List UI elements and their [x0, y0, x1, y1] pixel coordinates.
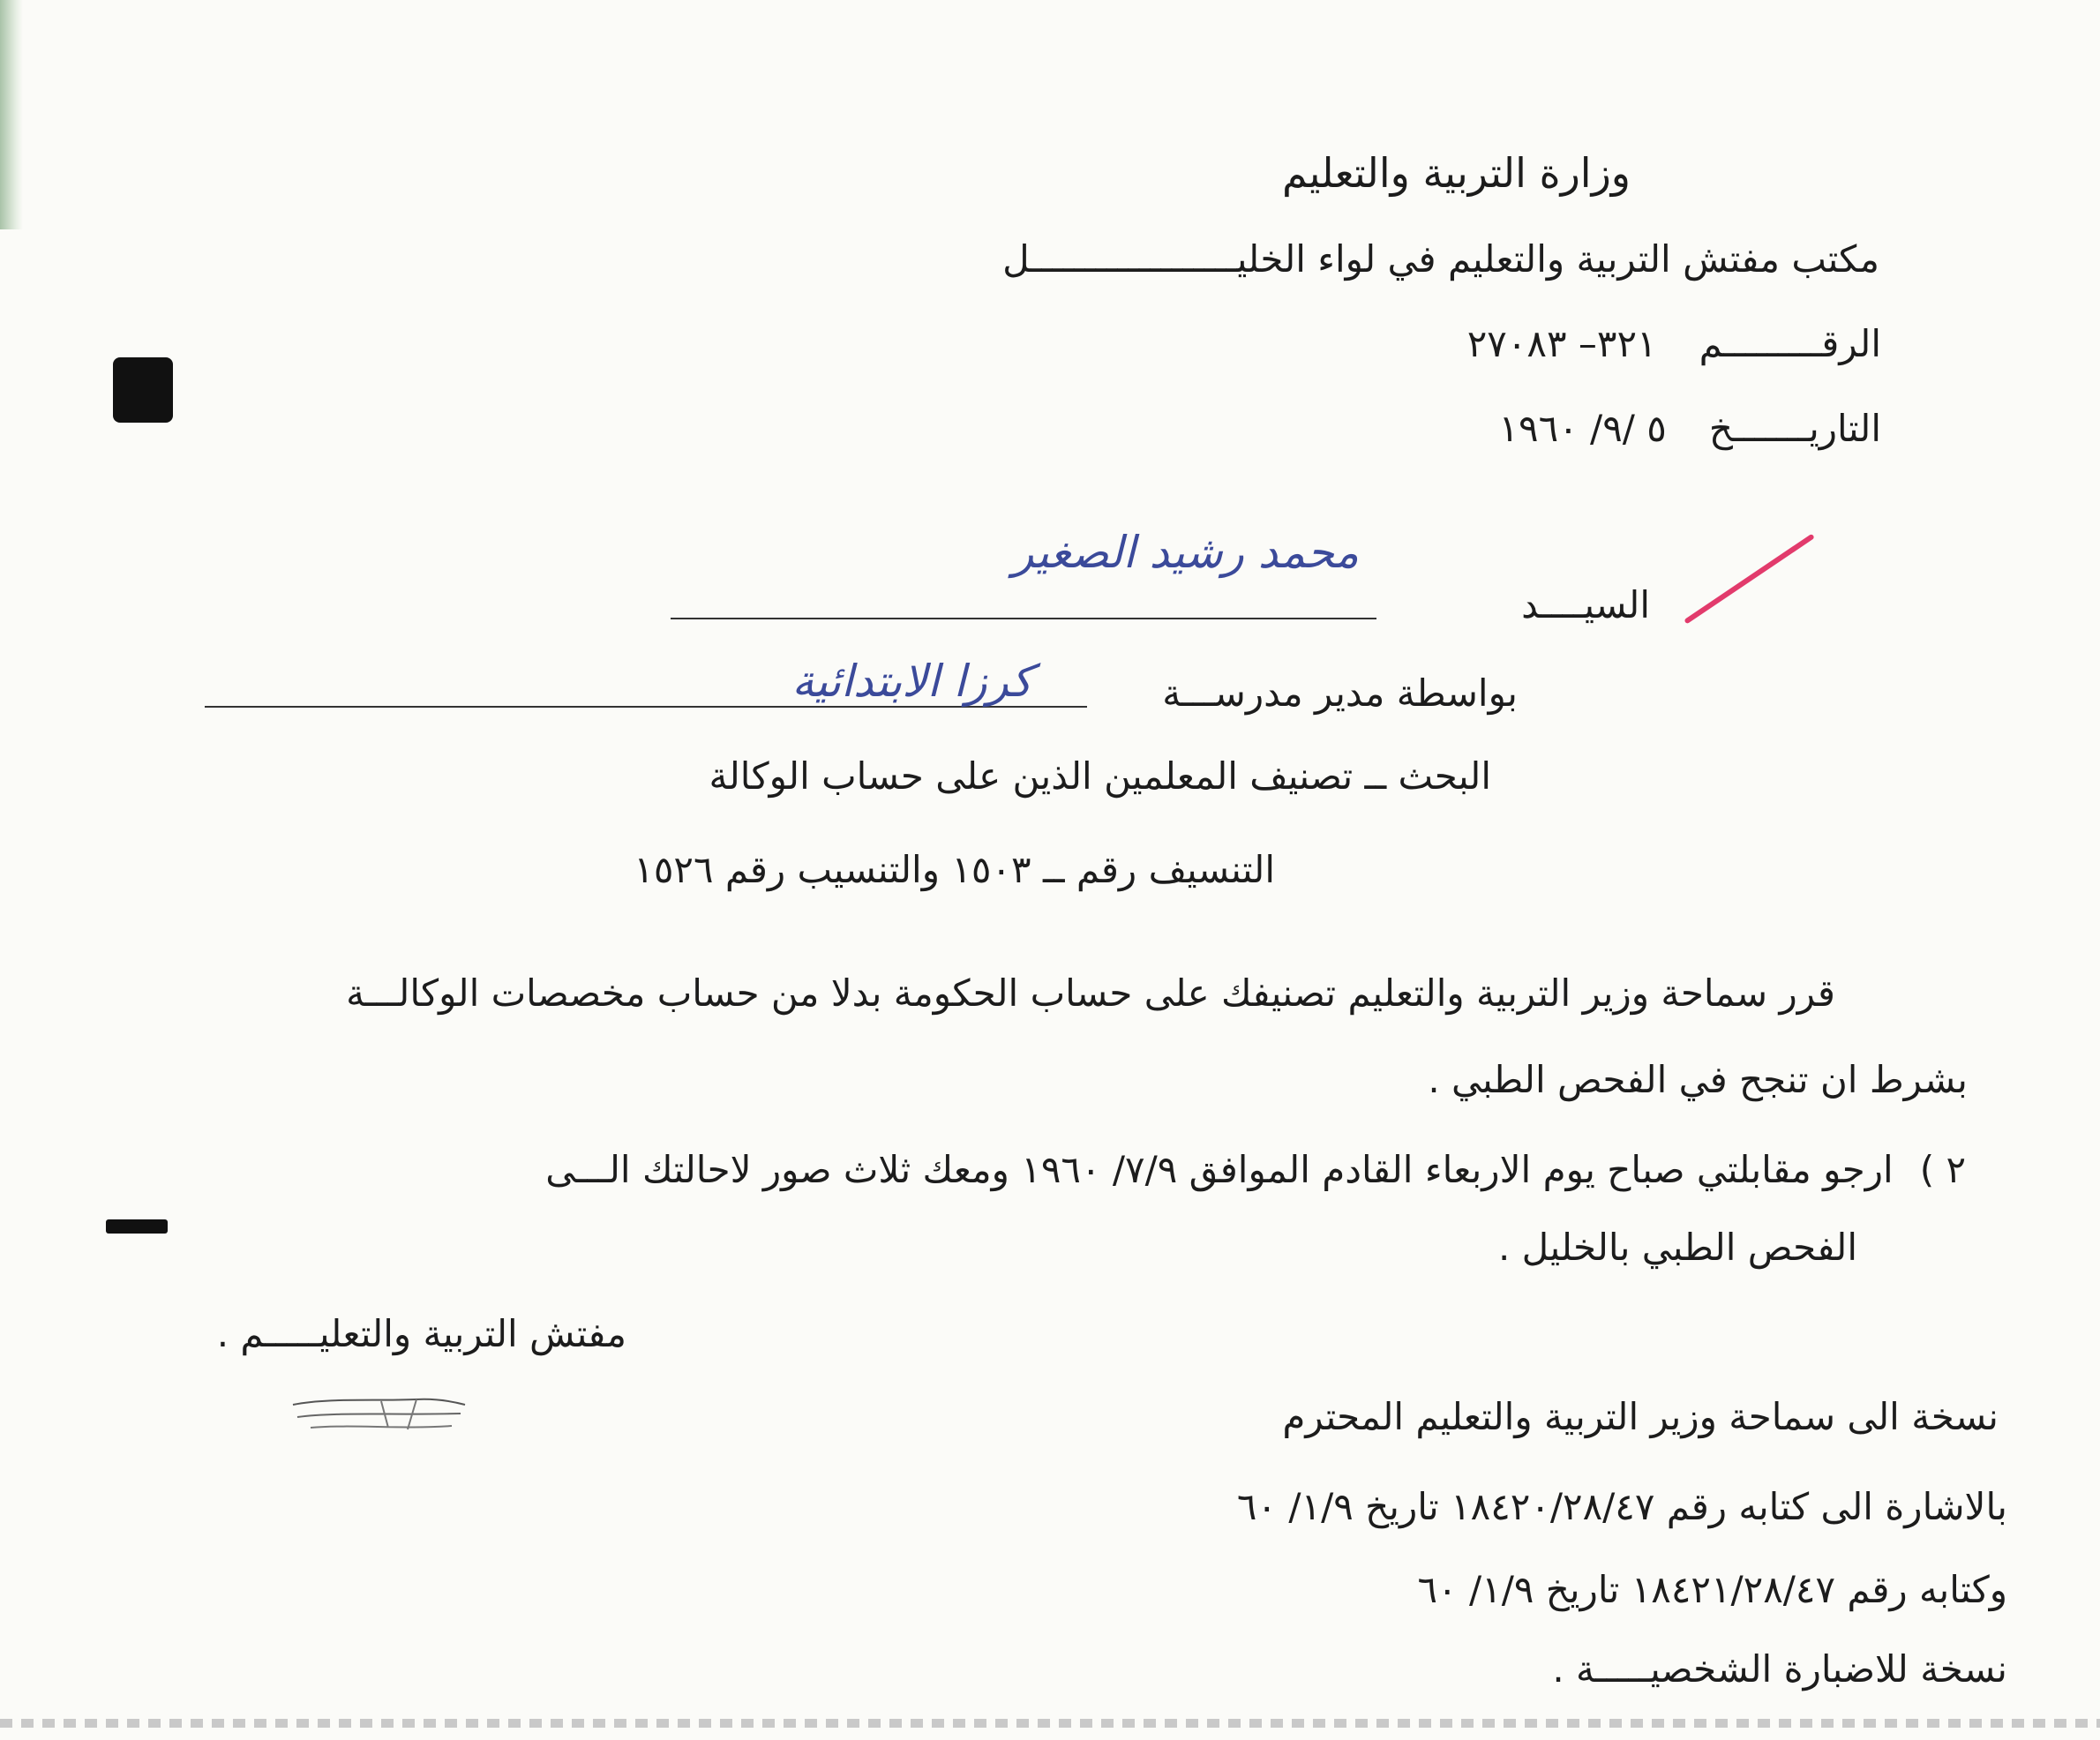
copy-line-4: نسخة للاضبارة الشخصيـــــة . [1552, 1647, 2007, 1691]
reference-number: ٣٢١– ٢٧٠٨٣ [1466, 322, 1657, 365]
ministry-title: وزارة التربية والتعليم [1282, 149, 1631, 197]
copy-line-2: بالاشارة الى كتابه رقم ١٨٤٢٠/٢٨/٤٧ تاريخ ١/٩/ ٦٠ [1236, 1485, 2007, 1528]
paragraph-2-text: ارجو مقابلتي صباح يوم الاربعاء القادم الموافق ٧/٩/ ١٩٦٠ ومعك ثلاث صور لاحالتك الـــى [545, 1148, 1894, 1191]
paragraph-number: ٢ ) [1919, 1148, 1966, 1191]
paper-edge [0, 0, 23, 229]
copy-line-3: وكتابه رقم ١٨٤٢١/٢٨/٤٧ تاريخ ١/٩/ ٦٠ [1417, 1568, 2007, 1611]
handwritten-name: محمد رشيد الصغير [1012, 527, 1359, 578]
reference-label: الرقـــــــــم [1699, 322, 1881, 365]
perforated-edge [0, 1719, 2100, 1728]
body-paragraph-2-line-1 [545, 1145, 1966, 1195]
date-value: ٥ /٩/ ١٩٦٠ [1498, 407, 1667, 450]
subject-line-1: البحث ــ تصنيف المعلمين الذين على حساب الوكالة [709, 754, 1491, 798]
signatory-title: مفتش التربية والتعليـــــم . [216, 1312, 626, 1355]
sir-label: السيــــد [1521, 583, 1650, 626]
body-paragraph-1-line-1: قرر سماحة وزير التربية والتعليم تصنيفك على حساب الحكومة بدلا من حساب مخصصات الوكالـــة [346, 971, 1835, 1015]
red-pen-mark [1684, 534, 1814, 625]
reference-line [1467, 319, 1881, 369]
name-underline [671, 618, 1376, 619]
office-title: مكتب مفتش التربية والتعليم في لواء الخليـــــــــــــــــــل [1002, 237, 1879, 281]
body-paragraph-2-line-2: الفحص الطبي بالخليل . [1497, 1226, 1857, 1269]
date-label: التاريـــــــخ [1708, 407, 1881, 450]
signature-scribble [284, 1389, 478, 1451]
date-line [1498, 404, 1881, 454]
via-label: بواسطة مدير مدرســـة [1162, 671, 1518, 715]
ink-dash-mark [106, 1219, 168, 1234]
ink-blot [113, 357, 173, 423]
body-paragraph-1-line-2: بشرط ان تنجح في الفحص الطبي . [1428, 1058, 1968, 1101]
subject-line-2: التنسيف رقم ــ ١٥٠٣ والتنسيب رقم ١٥٢٦ [634, 848, 1275, 891]
handwritten-school: كرزا الابتدائية [791, 656, 1032, 707]
copy-line-1: نسخة الى سماحة وزير التربية والتعليم المحترم [1282, 1395, 1999, 1438]
